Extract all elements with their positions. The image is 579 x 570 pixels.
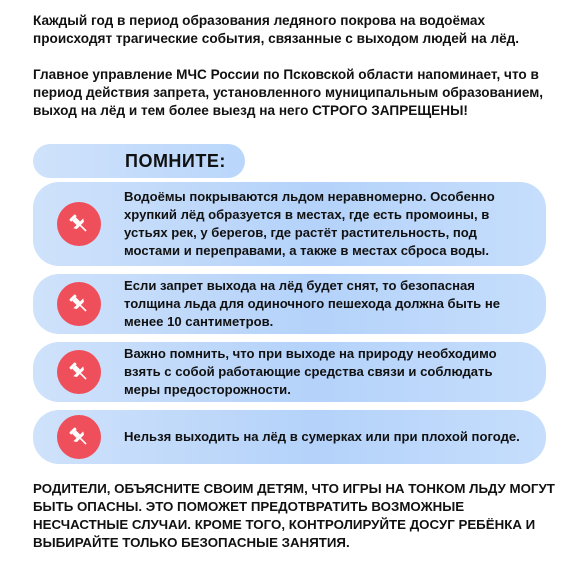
tip-card-3 [33, 342, 546, 402]
pushpin-icon [57, 282, 101, 326]
tip-card-2 [33, 274, 546, 334]
tip-card-text: Если запрет выхода на лёд будет снят, то безопасная толщина льда для одиночного пешехода должна быть не менее 10 сантиметров. [124, 278, 501, 329]
remember-banner [33, 144, 245, 178]
intro-paragraph-2: Главное управление МЧС России по Псковской области напоминает, что в период действия запрета, установленного муниципальным образованием, выход на лёд и тем более выезд на него СТРОГО ЗАПРЕЩЕНЫ! [33, 67, 544, 118]
pushpin-icon [57, 202, 101, 246]
tip-card-4 [33, 410, 546, 464]
pushpin-icon-svg [66, 359, 92, 385]
pushpin-icon-svg [66, 424, 92, 450]
intro-text [33, 12, 558, 138]
pushpin-icon [57, 415, 101, 459]
pushpin-icon-svg [66, 211, 92, 237]
tip-card-text: Важно помнить, что при выходе на природу необходимо взять с собой работающие средства связи и соблюдать меры предосторожности. [124, 346, 497, 397]
tip-card-text: Водоёмы покрываются льдом неравномерно. Особенно хрупкий лёд образуется в местах, где есть промоины, в устьях рек, у берегов, где растёт растительность, под мостами и переправами, а также в местах сброса воды. [124, 189, 495, 258]
intro-paragraph-1: Каждый год в период образования ледяного покрова на водоёмах происходят трагические события, связанные с выходом людей на лёд. [33, 13, 520, 46]
tip-card-text: Нельзя выходить на лёд в сумерках или при плохой погоде. [124, 429, 520, 444]
parents-warning: РОДИТЕЛИ, ОБЪЯСНИТЕ СВОИМ ДЕТЯМ, ЧТО ИГРЫ НА ТОНКОМ ЛЬДУ МОГУТ БЫТЬ ОПАСНЫ. ЭТО ПОМОЖЕТ ПРЕДОТВРАТИТЬ ВОЗМОЖНЫЕ НЕСЧАСТНЫЕ СЛУЧАИ. КРОМЕ ТОГО, КОНТРОЛИРУЙТЕ ДОСУГ РЕБЁНКА И ВЫБИРАЙТЕ ТОЛЬКО БЕЗОПАСНЫЕ ЗАНЯТИЯ. [33, 481, 555, 550]
remember-title: ПОМНИТЕ: [125, 150, 226, 171]
tip-card-1 [33, 182, 546, 266]
pushpin-icon-svg [66, 291, 92, 317]
pushpin-icon [57, 350, 101, 394]
